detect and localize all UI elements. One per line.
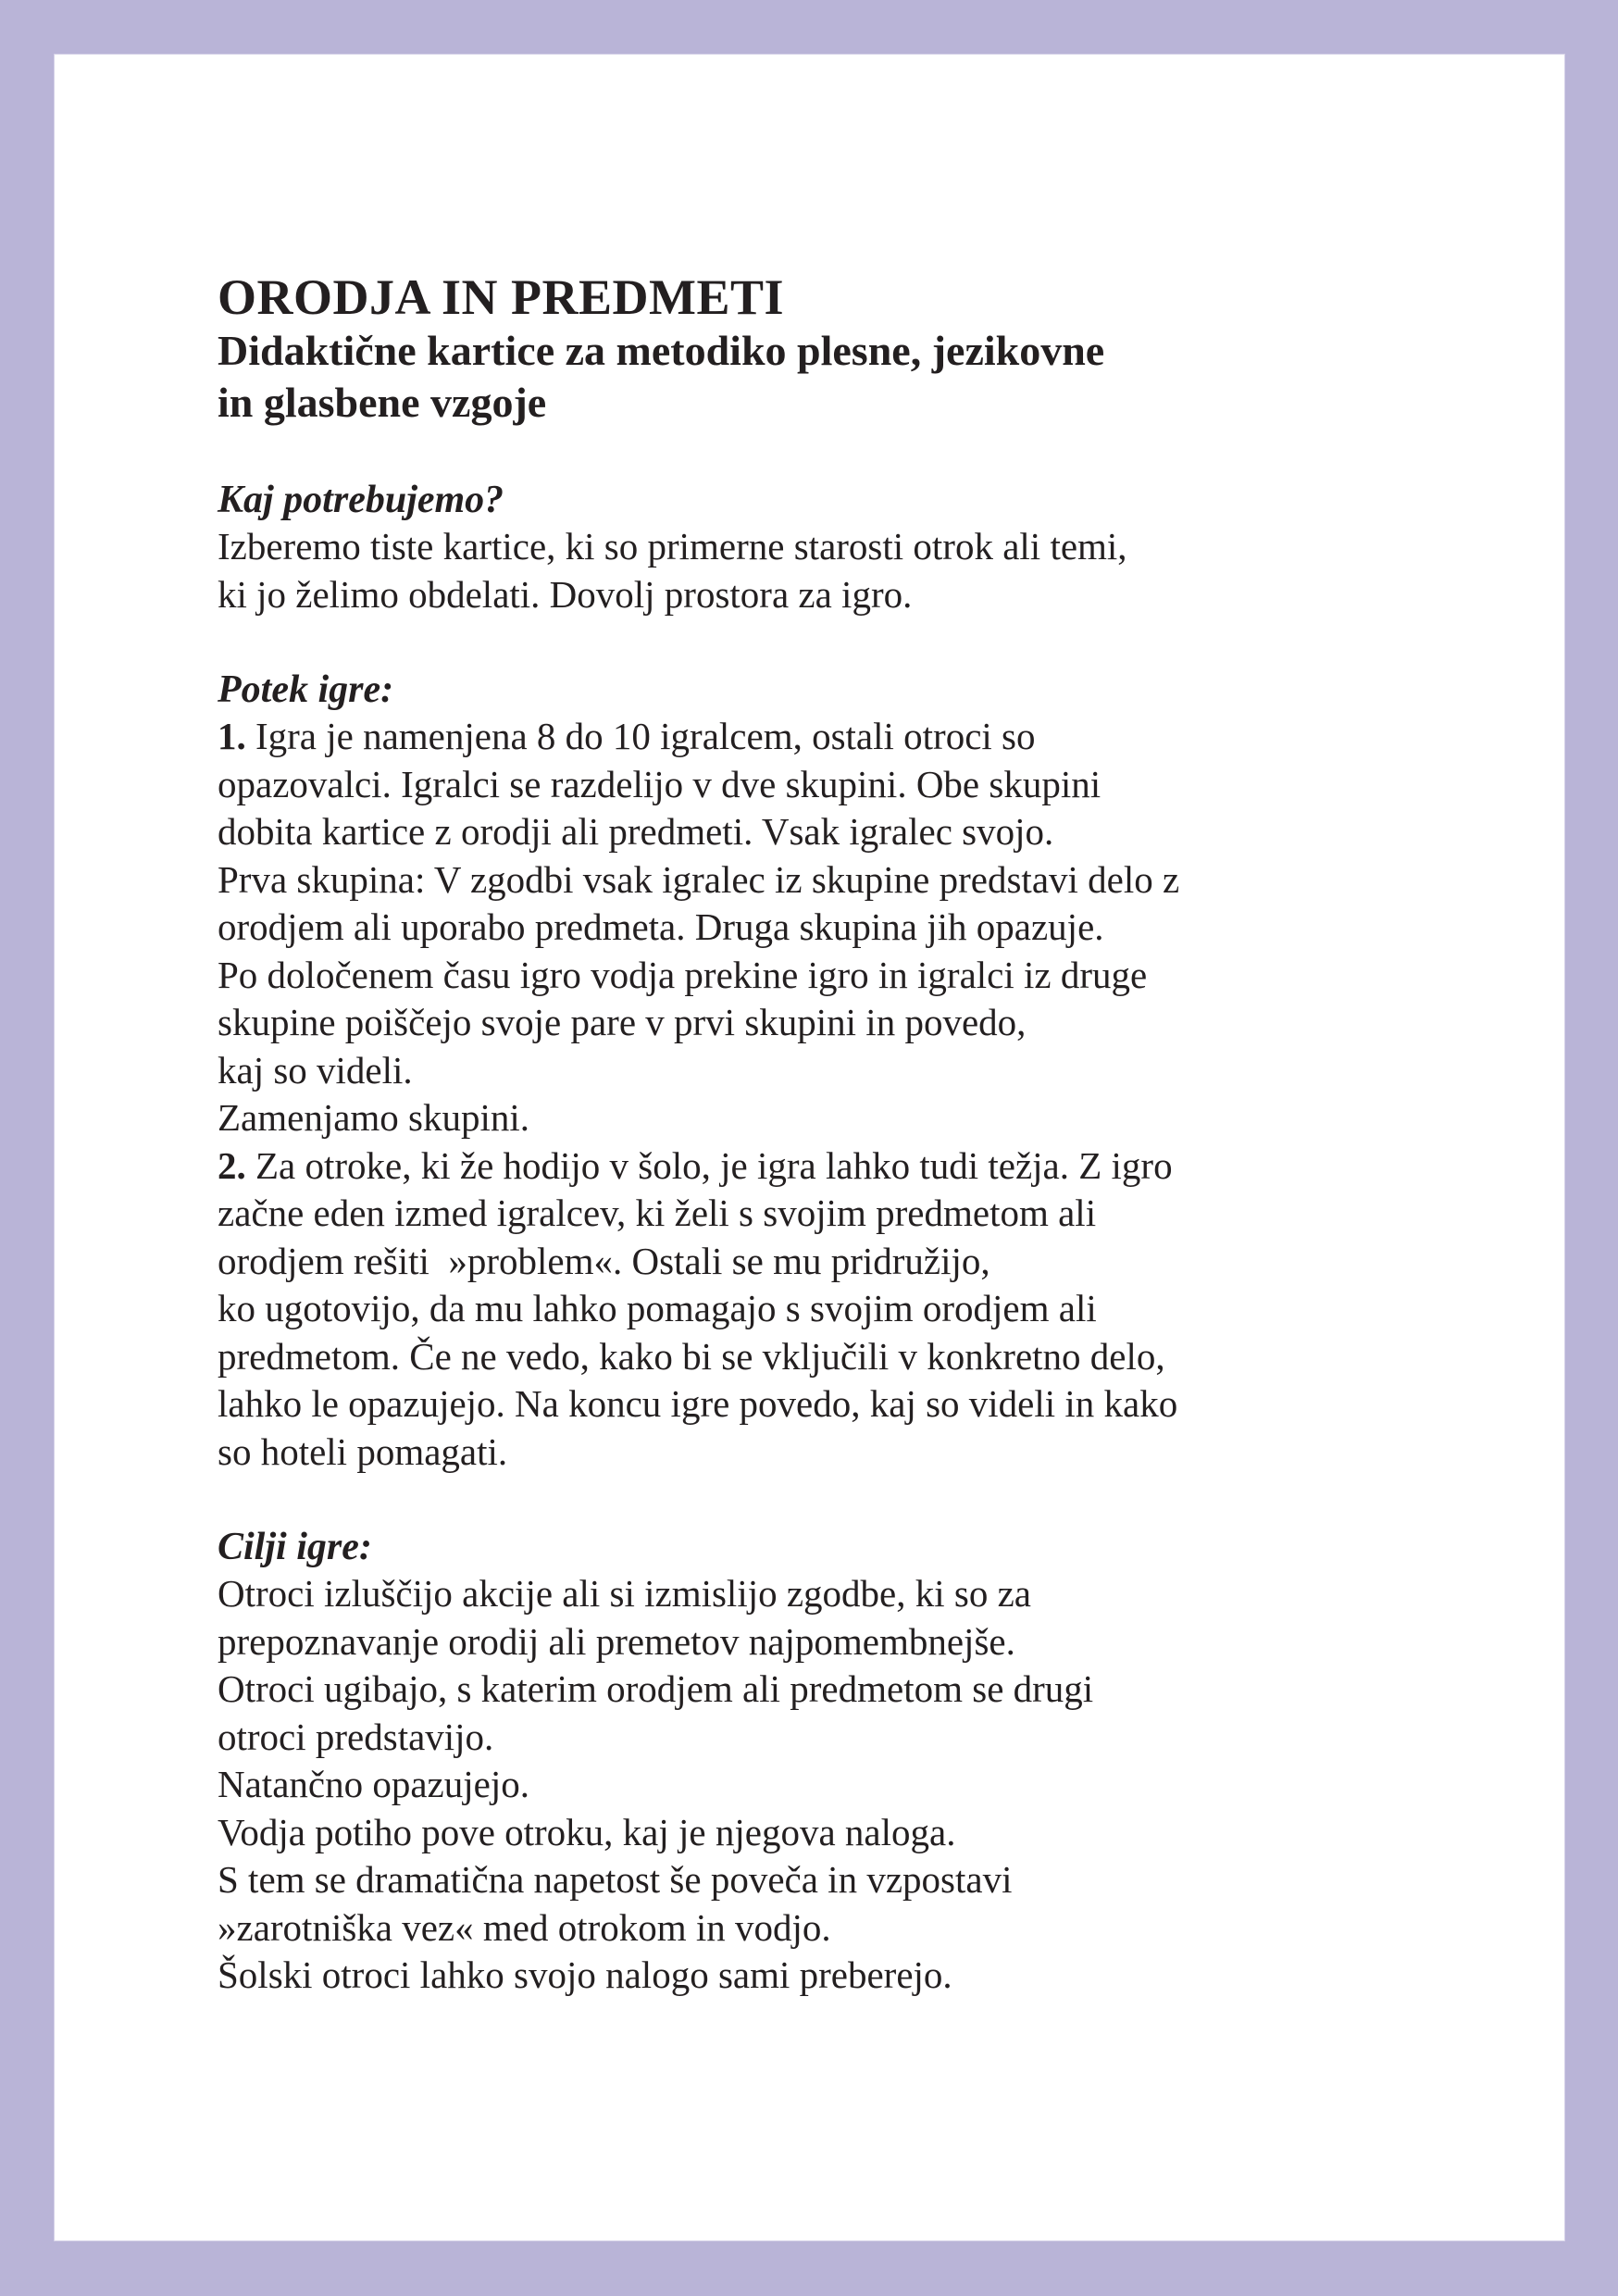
paragraph-line: Otroci ugibajo, s katerim orodjem ali predmetom se drugi <box>218 1667 1094 1710</box>
paragraph-line: otroci predstavijo. <box>218 1715 494 1758</box>
paragraph-line: orodjem ali uporabo predmeta. Druga skupina jih opazuje. <box>218 905 1104 948</box>
paragraph-line: kaj so videli. <box>218 1048 413 1092</box>
document-title: ORODJA IN PREDMETI <box>218 269 785 325</box>
document-subtitle-line: Didaktične kartice za metodiko plesne, jezikovne <box>218 327 1105 374</box>
paragraph-line: »zarotniška vez« med otrokom in vodjo. <box>218 1905 831 1949</box>
step-number: 2. <box>218 1143 246 1187</box>
paragraph-line: dobita kartice z orodji ali predmeti. Vsak igralec svojo. <box>218 810 1054 853</box>
paragraph-line: lahko le opazujejo. Na koncu igre povedo, kaj so videli in kako <box>218 1382 1178 1425</box>
page-sheet <box>55 55 1564 2240</box>
document-subtitle-line: in glasbene vzgoje <box>218 379 547 426</box>
step-text: Igra je namenjena 8 do 10 igralcem, ostali otroci so <box>245 715 1036 757</box>
section-game-goals <box>218 1524 1513 2000</box>
paragraph-line: začne eden izmed igralcev, ki želi s svojim predmetom ali <box>218 1192 1097 1234</box>
section-requirements <box>218 477 1513 618</box>
paragraph-line: predmetom. Če ne vedo, kako bi se vključili v konkretno delo, <box>218 1334 1165 1378</box>
paragraph-line: Otroci izluščijo akcije ali si izmislijo zgodbe, ki so za <box>218 1572 1031 1615</box>
paragraph-line: S tem se dramatična napetost še poveča in vzpostavi <box>218 1858 1013 1901</box>
paragraph-line: Šolski otroci lahko svojo nalogo sami preberejo. <box>218 1953 952 1996</box>
paragraph-line: so hoteli pomagati. <box>218 1429 508 1473</box>
numbered-step-line <box>218 713 1513 761</box>
numbered-step-line <box>218 1142 1513 1191</box>
paragraph-line: orodjem rešiti »problem«. Ostali se mu pridružijo, <box>218 1239 990 1282</box>
paragraph-line: prepoznavanje orodij ali premetov najpomembnejše. <box>218 1619 1015 1663</box>
paragraph-line: opazovalci. Igralci se razdelijo v dve skupini. Obe skupini <box>218 762 1101 805</box>
paragraph-line: Izberemo tiste kartice, ki so primerne starosti otrok ali temi, <box>218 525 1127 568</box>
paragraph-line: Vodja potiho pove otroku, kaj je njegova naloga. <box>218 1810 956 1853</box>
document-content <box>218 269 1513 2000</box>
paragraph-line: Natančno opazujejo. <box>218 1763 529 1805</box>
paragraph-line: Prva skupina: V zgodbi vsak igralec iz skupine predstavi delo z <box>218 857 1180 901</box>
section-heading: Potek igre: <box>218 668 394 711</box>
section-heading: Cilji igre: <box>218 1526 372 1568</box>
paragraph-line: ki jo želimo obdelati. Dovolj prostora za igro. <box>218 572 913 616</box>
paragraph-line: ko ugotovijo, da mu lahko pomagajo s svojim orodjem ali <box>218 1287 1097 1329</box>
paragraph-line: skupine poiščejo svoje pare v prvi skupini in povedo, <box>218 1001 1027 1043</box>
step-text: Za otroke, ki že hodijo v šolo, je igra lahko tudi težja. Z igro <box>245 1143 1173 1187</box>
section-heading: Kaj potrebujemo? <box>218 479 504 521</box>
paragraph-line: Zamenjamo skupini. <box>218 1096 530 1139</box>
paragraph-line: Po določenem času igro vodja prekine igro in igralci iz druge <box>218 953 1148 996</box>
section-game-flow <box>218 667 1513 1476</box>
step-number: 1. <box>218 715 246 757</box>
